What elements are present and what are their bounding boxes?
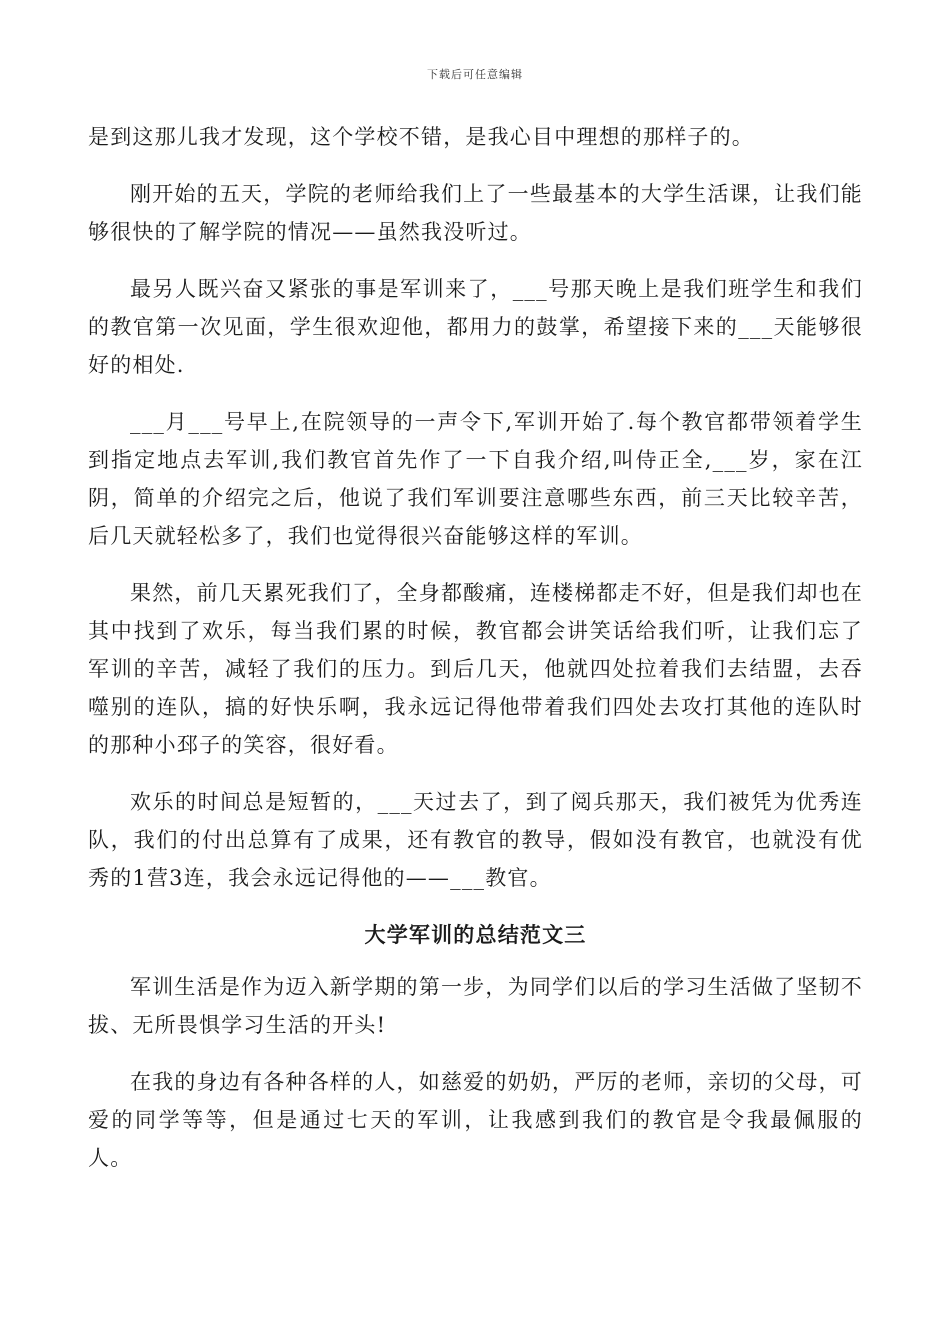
document-body [88, 118, 863, 1196]
page-header: 下载后可任意编辑 [427, 68, 523, 81]
paragraph: 是到这那儿我才发现，这个学校不错，是我心目中理想的那样子的。 [88, 125, 754, 149]
paragraph: 果然，前几天累死我们了，全身都酸痛，连楼梯都走不好，但是我们却也在其中找到了欢乐，每当我们累的时候，教官都会讲笑话给我们听，让我们忘了军训的辛苦，减轻了我们的压力。到后几天，他就四处拉着我们去结盟，去吞噬别的连队，搞的好快乐啊，我永远记得他带着我们四处去攻打其他的连队时的那种小邳子的笑容，很好看。 [88, 581, 863, 757]
paragraph: 欢乐的时间总是短暂的，___天过去了，到了阅兵那天，我们被凭为优秀连队，我们的付出总算有了成果，还有教官的教导，假如没有教官，也就没有优秀的1营3连，我会永远记得他的——___教官。 [88, 790, 863, 890]
paragraph: 刚开始的五天，学院的老师给我们上了一些最基本的大学生活课，让我们能够很快的了解学院的情况——虽然我没听过。 [88, 182, 863, 244]
paragraph: 最另人既兴奋又紧张的事是军训来了，___号那天晚上是我们班学生和我们的教官第一次见面，学生很欢迎他，都用力的鼓掌，希望接下来的___天能够很好的相处. [88, 277, 863, 377]
paragraph: ___月___号早上,在院领导的一声令下,军训开始了.每个教官都带领着学生到指定地点去军训,我们教官首先作了一下自我介绍,叫侍正全,___岁，家在江阴，简单的介绍完之后，他说了我们军训要注意哪些东西，前三天比较辛苦，后几天就轻松多了，我们也觉得很兴奋能够这样的军训。 [88, 410, 863, 548]
section-title: 大学军训的总结范文三 [364, 922, 587, 947]
paragraph: 军训生活是作为迈入新学期的第一步，为同学们以后的学习生活做了坚韧不拔、无所畏惧学习生活的开头! [88, 975, 863, 1037]
paragraph: 在我的身边有各种各样的人，如慈爱的奶奶，严厉的老师，亲切的父母，可爱的同学等等，但是通过七天的军训，让我感到我们的教官是令我最佩服的人。 [88, 1070, 863, 1170]
